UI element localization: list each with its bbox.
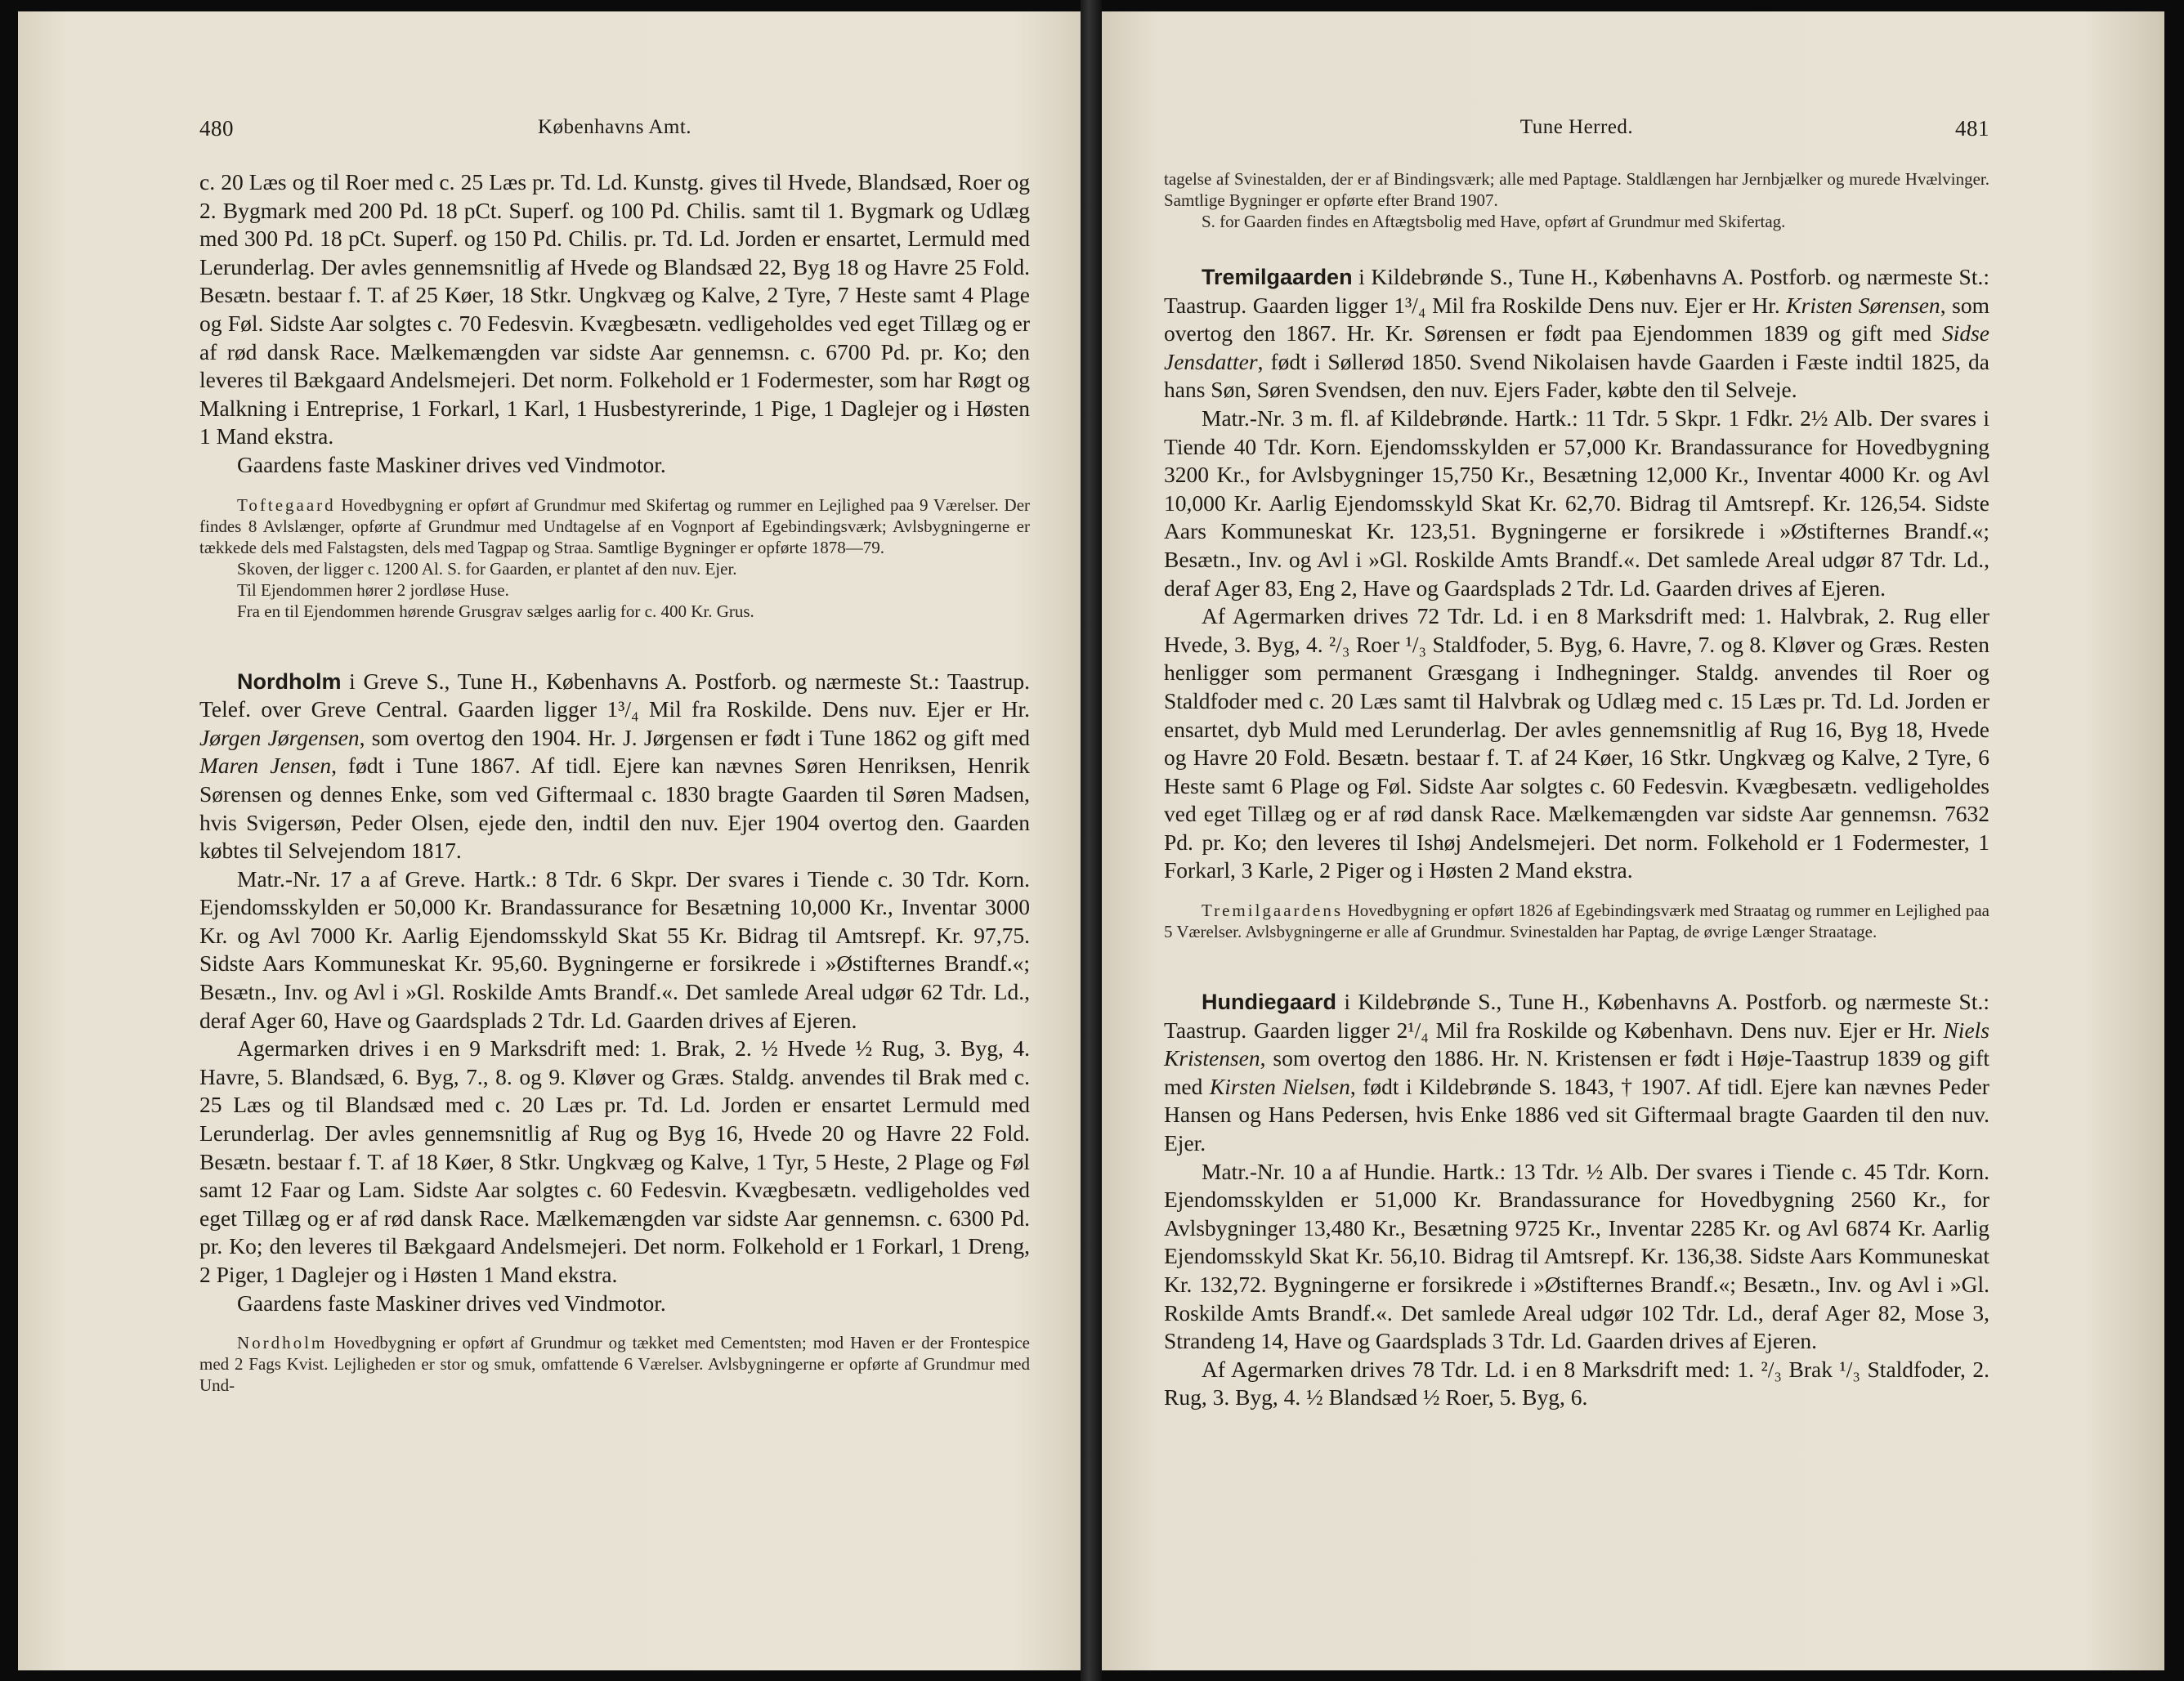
book-gutter [1081,0,1102,1681]
toftegaard-note: Hovedbygning er opført af Grundmur med Skifertag og rummer en Lejlighed paa 9 Værelser. Der findes 8 Avlslænger, opførte af Grundmur med Undtagelse af en Vognport af Egebindingsværk; Avlsbygningerne er tækkede dels med Falstagsten, dels med Tagpap og Straa. Samtlige Bygninger er opførte 1878—79. [199,494,1031,557]
nordholm-owner: Jørgen Jørgensen [199,724,360,750]
tremil-agermark: Af Agermarken drives 72 Tdr. Ld. i en 8 Marksdrift med: 1. Halvbrak, 2. Rug eller Hvede, 3. Byg, 4. ²/₃ Roer ¹/₃ Staldfoder, 5. Byg, 6. Havre, 7. og 8. Kløver og Græs. Resten henligger som permanent Græsgang i Indhegninger. Staldg. anvendes til Roer og Staldfoder med c. 20 Læs samt til Halvbrak og Udlæg med c. 15 Læs pr. Td. Ld. Jorden er ensartet, dyb Muld med Lerunderlag. Der avles gennemsnitlig af Rug 16, Byg 18, Hvede og Havre 20 Fold. Besætn. bestaar f. T. af 24 Køer, 16 Stkr. Ungkvæg og Kalve, 2 Tyre, 6 Heste samt 6 Plage og Føl. Sidste Aar solgtes c. 60 Fedesvin. Kvægbesætn. vedligeholdes ved eget Tillæg og er af rød dansk Race. Mælkemængden var sidste Aar gennemsn. 7632 Pd. pr. Ko; den leveres til Ishøj Andelsmejeri. Det norm. Folkehold er 1 Fodermester, 1 Forkarl, 3 Karle, 2 Piger og i Høsten 2 Mand ekstra. [1164,603,1989,883]
toftegaard-forest: Skoven, der ligger c. 1200 Al. S. for Gaarden, er plantet af den nuv. Ejer. [237,558,737,579]
running-head [199,116,1030,149]
tremil-intro-block [1164,263,1989,405]
toftegaard-name: Toftegaard [237,494,336,515]
tremil-note-name: Tremilgaardens [1202,901,1344,921]
tremil-intro: i Kildebrønde S., Tune H., Københavns A. Postforb. og nærmeste St.: Taastrup. Gaarden ligger 1³/₄ Mil fra Roskilde Dens nuv. Ejer er Hr. [1164,264,1989,318]
tremil-intro-2: , som overtog den 1867. Hr. Kr. Sørensen er født paa Ejendommen 1839 og gift med [1164,292,1990,346]
tremil-owner: Kristen Sørensen [1786,292,1940,318]
nordholm-note: Hovedbygning er opført af Grundmur og tækket med Cementsten; mod Haven er der Frontespice med 2 Fags Kvist. Lejligheden er stor og smuk, omfattende 6 Værelser. Avlsbygningerne er opførte af Grundmur med Und- [199,1333,1031,1396]
running-title: Tune Herred. [1519,116,1634,138]
nordholm-building-note [199,1332,1030,1396]
tremil-note: Hovedbygning er opført 1826 af Egebindingsværk med Straatag og rummer en Lejlighed paa 5 Værelser. Avlsbygningerne er alle af Grundmur. Svinestalden har Paptag, de øvrige Længer Straatage. [1164,901,1990,942]
continuation-paragraph: c. 20 Læs og til Roer med c. 25 Læs pr. Td. Ld. Kunstg. gives til Hvede, Blandsæd, Roer og 2. Bygmark med 200 Pd. 18 pCt. Superf. og 100 Pd. Chilis. samt til 1. Bygmark og Udlæg med 300 Pd. 18 pCt. Superf. og 150 Pd. Chilis. pr. Td. Ld. Jorden er ensartet, Lermuld med Lerunderlag. Der avles gennemsnitlig af Hvede og Blandsæd 22, Byg 18 og Havre 25 Fold. Besætn. bestaar f. T. af 25 Køer, 18 Stkr. Ungkvæg og Kalve, 2 Tyre, 7 Heste samt 4 Plage og Føl. Sidste Aar solgtes c. 70 Fedesvin. Kvægbesætn. vedligeholdes ved eget Tillæg og er af rød dansk Race. Mælkemængden var sidste Aar gennemsn. c. 6700 Pd. pr. Ko; den leveres til Bækgaard Andelsmejeri. Det norm. Folkehold er 1 Fodermester, som har Røgt og Malkning i Entreprise, 1 Forkarl, 1 Karl, 1 Husbestyrerinde, 1 Pige, 1 Daglejer og i Høsten 1 Mand ekstra. [199,169,1030,449]
nordholm-intro-block [199,668,1030,865]
hundie-wife: Kirsten Nielsen [1209,1073,1350,1099]
toftegaard-houses: Til Ejendommen hører 2 jordløse Huse. [237,579,509,600]
hundie-intro: i Kildebrønde S., Tune H., Københavns A. Postforb. og nærmeste St.: Taastrup. Gaarden ligger 2¹/₄ Mil fra Roskilde og København. Dens nuv. Ejer er Hr. [1164,989,1989,1043]
nordholm-intro: i Greve S., Tune H., Københavns A. Postforb. og nærmeste St.: Taastrup. Telef. over Greve Central. Gaarden ligger 1³/₄ Mil fra Roskilde. Dens nuv. Ejer er Hr. [199,668,1030,722]
left-page-content [199,116,1030,1411]
nordholm-note-name: Nordholm [237,1333,328,1353]
nordholm-wife: Maren Jensen [199,753,332,779]
right-page-content [1164,116,1989,1412]
continuation-machines: Gaardens faste Maskiner drives ved Vindmotor. [237,451,666,477]
nordholm-intro-3: , født i Tune 1867. Af tidl. Ejere kan nævnes Søren Henriksen, Henrik Sørensen og dennes Enke, som ved Giftermaal c. 1830 bragte Gaarden til Søren Madsen, hvis Svigersøn, Peder Olsen, ejede den, indtil den nuv. Ejer 1904 overtog den. Gaarden købtes til Selvejendom 1817. [199,753,1030,864]
left-page [18,11,1081,1670]
hundie-matr: Matr.-Nr. 10 a af Hundie. Hartk.: 13 Tdr. ½ Alb. Der svares i Tiende c. 45 Tdr. Korn. Ejendomsskylden er 51,000 Kr. Brandassurance for Hovedbygning 2560 Kr., for Avlsbygninger 13,480 Kr., Besætning 9725 Kr., Inventar 2285 Kr. og Avl 6874 Kr. Aarlig Ejendomsskyld Skat Kr. 56,10. Bidrag til Amtsrepf. Kr. 136,38. Sidste Aars Kommuneskat Kr. 132,72. Bygningerne er forsikrede i »Østifternes Brandf.«; Besætn., Inv. og Avl i »Gl. Roskilde Amts Brandf.«. Det samlede Areal udgør 102 Tdr. Ld., deraf Ager 82, Mose 3, Strandeng 14, Have og Gaardsplads 3 Tdr. Ld. Gaarden drives af Ejeren. [1164,1158,1989,1354]
continuation-note: tagelse af Svinestalden, der er af Bindingsværk; alle med Paptage. Staldlængen har Jernbjælker og murede Hvælvinger. Samtlige Bygninger er opførte efter Brand 1907. [1164,169,1989,210]
tremil-intro-3: , født i Søllerød 1850. Svend Nikolaisen havde Gaarden i Fæste indtil 1825, da hans Søn, Søren Svendsen, den nuv. Ejers Fader, købte den til Selveje. [1164,348,1989,403]
hundie-intro-2: , som overtog den 1886. Hr. N. Kristensen er født i Høje-Taastrup 1839 og gift med [1164,1045,1989,1099]
hundie-intro-block [1164,988,1989,1158]
entry-title-tremilgaarden: Tremilgaarden [1202,265,1353,289]
nordholm-machines: Gaardens faste Maskiner drives ved Vindmotor. [237,1290,666,1316]
toftegaard-gravel: Fra en til Ejendommen hørende Grusgrav sælges aarlig for c. 400 Kr. Grus. [237,601,754,621]
right-page [1102,11,2164,1670]
entry-title-hundiegaard: Hundiegaard [1202,990,1337,1015]
toftegaard-note-block [199,494,1030,558]
hundie-intro-3: , født i Kildebrønde S. 1843, † 1907. Af tidl. Ejere kan nævnes Peder Hansen og Hans Pedersen, hvis Enke 1886 ved sit Giftermaal bragte Gaarden til den nuv. Ejer. [1164,1073,1989,1156]
page-number: 480 [199,116,234,141]
tremil-building-note [1164,900,1989,942]
nordholm-intro-2: , som overtog den 1904. Hr. J. Jørgensen er født i Tune 1862 og gift med [359,724,1031,750]
tremil-wife: Sidse Jensdatter [1164,320,1989,374]
page-number: 481 [1955,116,1989,141]
running-head [1164,116,1989,149]
running-title: Københavns Amt. [537,116,692,138]
nordholm-matr: Matr.-Nr. 17 a af Greve. Hartk.: 8 Tdr. 6 Skpr. Der svares i Tiende c. 30 Tdr. Korn. Ejendomsskylden er 50,000 Kr. Brandassurance for Besætning 10,000 Kr., Inventar 3000 Kr. og Avl 7000 Kr. Aarlig Ejendomsskyld Skat 55 Kr. Bidrag til Amtsrepf. Kr. 97,75. Sidste Aars Kommuneskat Kr. 95,60. Bygningerne er forsikrede i »Østifternes Brandf.«; Besætn., Inv. og Avl i »Gl. Roskilde Amts Brandf.«. Det samlede Areal udgør 62 Tdr. Ld., deraf Ager 60, Have og Gaardsplads 2 Tdr. Ld. Gaarden drives af Ejeren. [199,865,1030,1033]
nordholm-agermark: Agermarken drives i en 9 Marksdrift med: 1. Brak, 2. ½ Hvede ½ Rug, 3. Byg, 4. Havre, 5. Blandsæd, 6. Byg, 7., 8. og 9. Kløver og Græs. Staldg. anvendes til Brak med c. 25 Læs og til Blandsæd med c. 20 Læs pr. Td. Ld. Jorden er ensartet Lermuld med Lerunderlag. Der avles gennemsnitlig af Rug og Byg 16, Hvede 20 og Havre 22 Fold. Besætn. bestaar f. T. af 18 Køer, 8 Stkr. Ungkvæg og Kalve, 1 Tyr, 5 Heste, 2 Plage og Føl samt 12 Faar og Lam. Sidste Aar solgtes c. 60 Fedesvin. Kvægbesætn. vedligeholdes ved eget Tillæg og er af rød dansk Race. Mælkemængden var sidste Aar gennemsn. c. 6300 Pd. pr. Ko; den leveres til Bækgaard Andelsmejeri. Det norm. Folkehold er 1 Forkarl, 1 Dreng, 2 Piger, 1 Daglejer og i Høsten 1 Mand ekstra. [199,1035,1030,1287]
tremil-matr: Matr.-Nr. 3 m. fl. af Kildebrønde. Hartk.: 11 Tdr. 5 Skpr. 1 Fdkr. 2½ Alb. Der svares i Tiende 40 Tdr. Korn. Ejendomsskylden er 57,000 Kr. Brandassurance for Hovedbygning 3200 Kr., for Avlsbygninger 15,750 Kr., Besætning 12,000 Kr., Inventar 4000 Kr. og Avl 10,000 Kr. Aarlig Ejendomsskyld Skat Kr. 62,70. Bidrag til Amtsrepf. Kr. 126,54. Sidste Aars Kommuneskat Kr. 123,51. Bygningerne er forsikrede i »Østifternes Brandf.«; Besætn., Inv. og Avl i »Gl. Roskilde Amts Brandf.«. Det samlede Areal udgør 87 Tdr. Ld., deraf Ager 83, Eng 2, Have og Gaardsplads 2 Tdr. Ld. Gaarden drives af Ejeren. [1164,405,1989,601]
hundie-owner: Niels Kristensen [1164,1017,1989,1071]
hundie-agermark: Af Agermarken drives 78 Tdr. Ld. i en 8 Marksdrift med: 1. ²/₃ Brak ¹/₃ Staldfoder, 2. Rug, 3. Byg, 4. ½ Blandsæd ½ Roer, 5. Byg, 6. [1164,1356,1989,1411]
continuation-note-2: S. for Gaarden findes en Aftægtsbolig med Have, opført af Grundmur med Skifertag. [1202,212,1786,231]
entry-title-nordholm: Nordholm [237,668,342,694]
